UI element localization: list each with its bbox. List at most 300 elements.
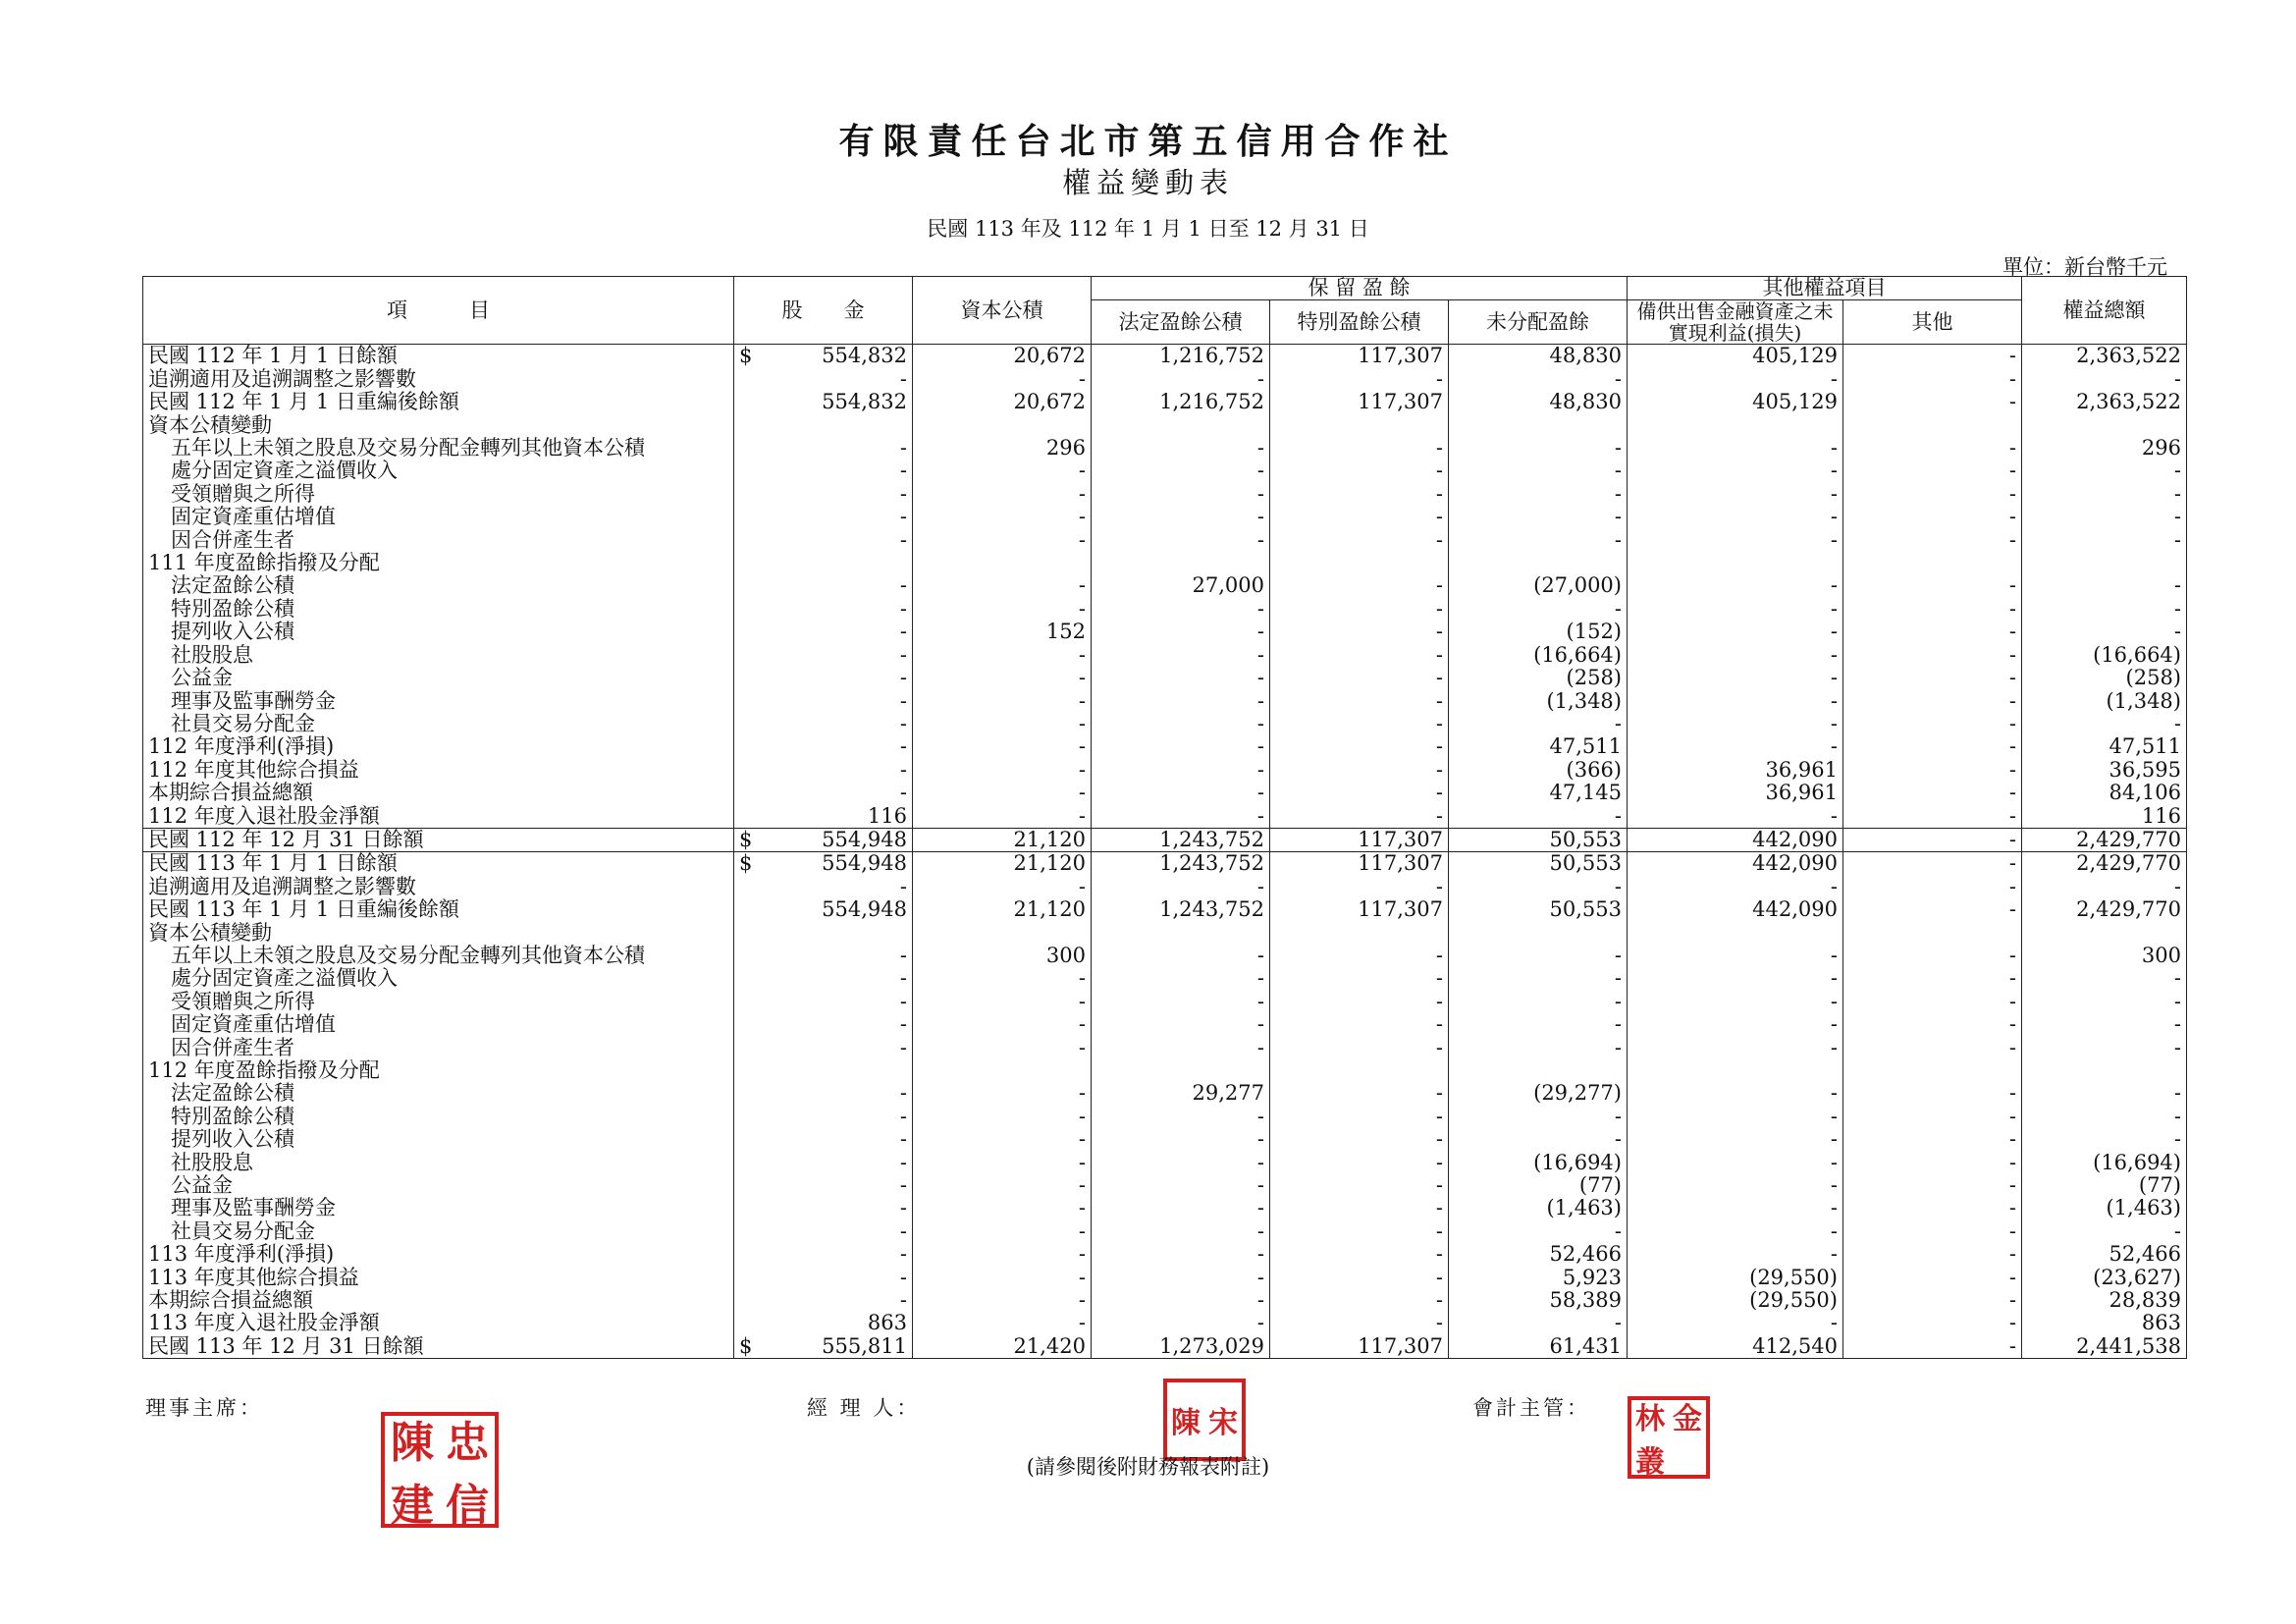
cell-value: - xyxy=(1092,1267,1270,1289)
cell-value: - xyxy=(1449,1013,1628,1036)
table-row xyxy=(143,1220,2187,1243)
table-row xyxy=(143,483,2187,506)
seal-glyph: 宋 xyxy=(1208,1406,1238,1440)
cell-value: 405,129 xyxy=(1628,391,1843,413)
cell-value: 50,553 xyxy=(1449,828,1628,851)
cell-value: - xyxy=(734,460,913,482)
cell-value: 1,216,752 xyxy=(1092,391,1270,413)
cell-value: - xyxy=(1092,876,1270,898)
table-row xyxy=(143,759,2187,782)
cell-value: - xyxy=(1628,945,1843,967)
row-label: 民國 113 年 1 月 1 日餘額 xyxy=(143,852,734,876)
cell-value: - xyxy=(1628,1013,1843,1036)
row-label: 特別盈餘公積 xyxy=(143,598,734,621)
cell-value xyxy=(1843,552,2022,574)
cell-value: - xyxy=(913,735,1092,758)
cell-value: 554,832 xyxy=(734,391,913,413)
cell-value: 1,273,029 xyxy=(1092,1335,1270,1359)
document-title: 有限責任台北市第五信用合作社 xyxy=(838,121,1458,162)
table-row xyxy=(143,506,2187,528)
cell-value: - xyxy=(1843,991,2022,1013)
row-label: 112 年度入退社股金淨額 xyxy=(143,805,734,829)
cell-value: 36,595 xyxy=(2022,759,2187,782)
cell-value: - xyxy=(1092,437,1270,460)
row-label: 112 年度盈餘指撥及分配 xyxy=(143,1059,734,1082)
cell-value: - xyxy=(2022,1037,2187,1059)
cell-value: 21,420 xyxy=(913,1335,1092,1359)
cell-value: - xyxy=(1628,735,1843,758)
row-label: 民國 113 年 1 月 1 日重編後餘額 xyxy=(143,898,734,921)
row-label: 受領贈與之所得 xyxy=(143,991,734,1013)
cell-value: - xyxy=(1449,945,1628,967)
cell-value: 27,000 xyxy=(1092,574,1270,597)
cell-value: - xyxy=(913,460,1092,482)
cell-value: - xyxy=(734,644,913,667)
accountant-signature-label: 會計主管： xyxy=(1472,1396,1590,1420)
cell-value: - xyxy=(913,876,1092,898)
cell-value: - xyxy=(1270,1082,1449,1105)
cell-value: - xyxy=(734,759,913,782)
reporting-period: 民國 113 年及 112 年 1 月 1 日至 12 月 31 日 xyxy=(927,217,1369,241)
cell-value: - xyxy=(1270,1243,1449,1266)
row-label: 因合併產生者 xyxy=(143,529,734,552)
cell-value: - xyxy=(734,1289,913,1312)
table-row xyxy=(143,945,2187,967)
row-label: 提列收入公積 xyxy=(143,1128,734,1151)
cell-value: - xyxy=(1092,1013,1270,1036)
cell-value xyxy=(1449,414,1628,437)
cell-value: - xyxy=(1628,1152,1843,1174)
cell-value: 36,961 xyxy=(1628,782,1843,804)
cell-value: - xyxy=(913,1312,1092,1334)
cell-value: 442,090 xyxy=(1628,852,1843,876)
cell-value xyxy=(1092,1059,1270,1082)
cell-value: - xyxy=(2022,506,2187,528)
table-row xyxy=(143,1197,2187,1219)
row-label: 民國 112 年 1 月 1 日餘額 xyxy=(143,345,734,368)
cell-value xyxy=(913,414,1092,437)
cell-value: 412,540 xyxy=(1628,1335,1843,1359)
cell-value: (1,463) xyxy=(2022,1197,2187,1219)
cell-value: - xyxy=(1843,1289,2022,1312)
cell-value: (16,694) xyxy=(1449,1152,1628,1174)
cell-value: - xyxy=(1843,667,2022,689)
cell-value: 47,511 xyxy=(2022,735,2187,758)
cell-value: - xyxy=(734,1082,913,1105)
cell-value: 2,363,522 xyxy=(2022,345,2187,368)
cell-value: (258) xyxy=(2022,667,2187,689)
cell-value: (29,277) xyxy=(1449,1082,1628,1105)
cell-value: 2,363,522 xyxy=(2022,391,2187,413)
cell-value xyxy=(1843,1059,2022,1082)
row-label: 本期綜合損益總額 xyxy=(143,782,734,804)
cell-value: - xyxy=(1449,967,1628,990)
cell-value: 28,839 xyxy=(2022,1289,2187,1312)
cell-value: - xyxy=(1092,1128,1270,1151)
row-label: 113 年度淨利(淨損) xyxy=(143,1243,734,1266)
cell-value: 52,466 xyxy=(1449,1243,1628,1266)
cell-value: - xyxy=(1628,483,1843,506)
table-row xyxy=(143,852,2187,876)
table-row xyxy=(143,1037,2187,1059)
cell-value: - xyxy=(734,368,913,391)
cell-value: (16,664) xyxy=(2022,644,2187,667)
currency-unit: 單位：新台幣千元 xyxy=(2002,255,2167,279)
cell-value: - xyxy=(1449,991,1628,1013)
cell-value: - xyxy=(1843,1174,2022,1197)
cell-value: - xyxy=(1270,1312,1449,1334)
cell-value xyxy=(1628,922,1843,945)
cell-value: 117,307 xyxy=(1270,1335,1449,1359)
cell-value: - xyxy=(2022,1082,2187,1105)
cell-value: - xyxy=(1092,667,1270,689)
cell-value: - xyxy=(1628,460,1843,482)
cell-value: - xyxy=(1270,690,1449,713)
table-row xyxy=(143,1174,2187,1197)
row-label: 處分固定資產之溢價收入 xyxy=(143,967,734,990)
cell-value: - xyxy=(1628,1128,1843,1151)
cell-value: (366) xyxy=(1449,759,1628,782)
cell-value: - xyxy=(1843,1082,2022,1105)
cell-value: - xyxy=(734,506,913,528)
footnote-reference: (請參閱後附財務報表附註) xyxy=(1026,1455,1270,1479)
cell-value: - xyxy=(734,1174,913,1197)
cell-value: - xyxy=(2022,1128,2187,1151)
cell-value: 863 xyxy=(734,1312,913,1334)
cell-value: - xyxy=(734,1106,913,1128)
row-label: 法定盈餘公積 xyxy=(143,574,734,597)
row-label: 社員交易分配金 xyxy=(143,713,734,735)
cell-value: - xyxy=(1449,1220,1628,1243)
cell-value: - xyxy=(1843,713,2022,735)
cell-value: - xyxy=(913,991,1092,1013)
cell-value: - xyxy=(1628,967,1843,990)
cell-value: - xyxy=(734,713,913,735)
cell-value: - xyxy=(734,529,913,552)
seal-glyph: 信 xyxy=(446,1481,489,1531)
cell-value: 50,553 xyxy=(1449,852,1628,876)
cell-value: - xyxy=(913,1174,1092,1197)
seal-glyph: 陳 xyxy=(1171,1406,1201,1440)
table-row xyxy=(143,735,2187,758)
cell-value: 117,307 xyxy=(1270,898,1449,921)
cell-value: - xyxy=(2022,1220,2187,1243)
cell-value: - xyxy=(1092,460,1270,482)
cell-value: - xyxy=(1628,713,1843,735)
cell-value: - xyxy=(734,1197,913,1219)
cell-value: (1,348) xyxy=(2022,690,2187,713)
cell-value: 152 xyxy=(913,621,1092,643)
cell-value: - xyxy=(1092,1220,1270,1243)
cell-value: - xyxy=(1843,391,2022,413)
row-label: 固定資產重估增值 xyxy=(143,1013,734,1036)
cell-value: - xyxy=(734,991,913,1013)
cell-value: - xyxy=(1092,782,1270,804)
cell-value: - xyxy=(1843,805,2022,829)
cell-value: - xyxy=(1270,621,1449,643)
row-label: 民國 112 年 12 月 31 日餘額 xyxy=(143,828,734,851)
cell-value: - xyxy=(1270,598,1449,621)
table-row xyxy=(143,1335,2187,1359)
cell-value: - xyxy=(1092,759,1270,782)
cell-value: - xyxy=(1628,1312,1843,1334)
cell-value: - xyxy=(1092,1037,1270,1059)
row-label: 社股股息 xyxy=(143,644,734,667)
cell-value: - xyxy=(1270,1128,1449,1151)
header-capital-surplus: 資本公積 xyxy=(913,277,1092,345)
cell-value: - xyxy=(913,1197,1092,1219)
row-label: 理事及監事酬勞金 xyxy=(143,1197,734,1219)
cell-value: $ 555,811 xyxy=(734,1335,913,1359)
cell-value: - xyxy=(1843,898,2022,921)
cell-value: 1,243,752 xyxy=(1092,828,1270,851)
cell-value: 117,307 xyxy=(1270,345,1449,368)
cell-value: - xyxy=(1092,368,1270,391)
cell-value: - xyxy=(1628,805,1843,829)
cell-value: - xyxy=(1843,1152,2022,1174)
cell-value: - xyxy=(1449,1312,1628,1334)
manager-signature-label: 經 理 人： xyxy=(807,1396,921,1420)
cell-value: - xyxy=(1092,805,1270,829)
cell-value: - xyxy=(1843,967,2022,990)
cell-value: 1,216,752 xyxy=(1092,345,1270,368)
statement-rows xyxy=(143,345,2187,1359)
cell-value: - xyxy=(1092,483,1270,506)
cell-value: - xyxy=(734,437,913,460)
cell-value: - xyxy=(913,368,1092,391)
table-row xyxy=(143,1013,2187,1036)
cell-value xyxy=(734,1059,913,1082)
cell-value: - xyxy=(1092,598,1270,621)
cell-value: 47,511 xyxy=(1449,735,1628,758)
cell-value: - xyxy=(734,945,913,967)
cell-value: - xyxy=(1843,735,2022,758)
cell-value: - xyxy=(913,1106,1092,1128)
table-row xyxy=(143,991,2187,1013)
cell-value: - xyxy=(2022,876,2187,898)
row-label: 社員交易分配金 xyxy=(143,1220,734,1243)
cell-value: - xyxy=(1270,1174,1449,1197)
cell-value: - xyxy=(1843,1220,2022,1243)
table-row xyxy=(143,782,2187,804)
header-unappropriated: 未分配盈餘 xyxy=(1449,300,1628,345)
cell-value: - xyxy=(2022,460,2187,482)
table-row xyxy=(143,922,2187,945)
cell-value: (29,550) xyxy=(1628,1267,1843,1289)
seal-glyph: 金 xyxy=(1673,1402,1702,1436)
cell-value: (23,627) xyxy=(2022,1267,2187,1289)
cell-value: - xyxy=(913,506,1092,528)
cell-value: - xyxy=(1270,1013,1449,1036)
cell-value: 47,145 xyxy=(1449,782,1628,804)
cell-value: - xyxy=(734,782,913,804)
cell-value: - xyxy=(913,1013,1092,1036)
table-row xyxy=(143,1267,2187,1289)
cell-value xyxy=(1628,414,1843,437)
header-share-capital: 股 金 xyxy=(734,277,913,345)
cell-value: - xyxy=(1628,621,1843,643)
cell-value xyxy=(1092,922,1270,945)
seal-glyph: 叢 xyxy=(1635,1445,1665,1480)
cell-value: 36,961 xyxy=(1628,759,1843,782)
cell-value: - xyxy=(1843,598,2022,621)
cell-value: 300 xyxy=(2022,945,2187,967)
cell-value: 21,120 xyxy=(913,852,1092,876)
cell-value: 29,277 xyxy=(1092,1082,1270,1105)
cell-value: 48,830 xyxy=(1449,345,1628,368)
cell-value: - xyxy=(1449,876,1628,898)
cell-value xyxy=(734,552,913,574)
row-label: 資本公積變動 xyxy=(143,922,734,945)
row-label: 理事及監事酬勞金 xyxy=(143,690,734,713)
table-row xyxy=(143,1289,2187,1312)
cell-value: - xyxy=(1270,667,1449,689)
cell-value: - xyxy=(2022,967,2187,990)
cell-value: - xyxy=(1092,644,1270,667)
cell-value: - xyxy=(913,1128,1092,1151)
cell-value xyxy=(1092,552,1270,574)
cell-value xyxy=(1270,922,1449,945)
cell-value: - xyxy=(1843,759,2022,782)
cell-value xyxy=(1092,414,1270,437)
cell-value: - xyxy=(1092,991,1270,1013)
table-row xyxy=(143,460,2187,482)
cell-value: - xyxy=(1270,782,1449,804)
cell-value: - xyxy=(1843,1128,2022,1151)
cell-value: - xyxy=(1449,1037,1628,1059)
cell-value: - xyxy=(1270,1152,1449,1174)
cell-value: - xyxy=(1843,529,2022,552)
table-row xyxy=(143,345,2187,368)
cell-value: - xyxy=(1843,852,2022,876)
cell-value: - xyxy=(2022,991,2187,1013)
cell-value: - xyxy=(1843,574,2022,597)
row-label: 社股股息 xyxy=(143,1152,734,1174)
row-label: 民國 112 年 1 月 1 日重編後餘額 xyxy=(143,391,734,413)
cell-value: - xyxy=(1092,1312,1270,1334)
cell-value xyxy=(2022,1059,2187,1082)
cell-value: - xyxy=(1270,991,1449,1013)
row-label: 112 年度淨利(淨損) xyxy=(143,735,734,758)
cell-value: - xyxy=(734,667,913,689)
cell-value: - xyxy=(1843,828,2022,851)
cell-value: - xyxy=(2022,621,2187,643)
cell-value: 116 xyxy=(2022,805,2187,829)
cell-value: - xyxy=(1843,782,2022,804)
table-row xyxy=(143,1059,2187,1082)
cell-value: - xyxy=(734,967,913,990)
cell-value: - xyxy=(734,690,913,713)
cell-value xyxy=(913,552,1092,574)
cell-value: - xyxy=(1449,805,1628,829)
table-row xyxy=(143,574,2187,597)
cell-value: (258) xyxy=(1449,667,1628,689)
cell-value: - xyxy=(734,574,913,597)
cell-value: - xyxy=(1628,598,1843,621)
cell-value: - xyxy=(734,1267,913,1289)
cell-value: - xyxy=(1270,1106,1449,1128)
cell-value: - xyxy=(1270,1220,1449,1243)
cell-value: - xyxy=(1270,644,1449,667)
cell-value: - xyxy=(1628,1106,1843,1128)
row-label: 113 年度其他綜合損益 xyxy=(143,1267,734,1289)
cell-value: - xyxy=(1449,368,1628,391)
manager-seal-stamp xyxy=(1163,1379,1246,1461)
cell-value: - xyxy=(1843,1243,2022,1266)
cell-value: - xyxy=(1092,529,1270,552)
row-label: 提列收入公積 xyxy=(143,621,734,643)
cell-value: - xyxy=(1628,1197,1843,1219)
table-row xyxy=(143,391,2187,413)
cell-value: - xyxy=(1449,506,1628,528)
cell-value: - xyxy=(913,1289,1092,1312)
cell-value: - xyxy=(1843,506,2022,528)
cell-value: - xyxy=(1843,345,2022,368)
cell-value: - xyxy=(913,967,1092,990)
cell-value: - xyxy=(1628,991,1843,1013)
cell-value: - xyxy=(1270,460,1449,482)
cell-value: - xyxy=(1092,1152,1270,1174)
cell-value xyxy=(913,922,1092,945)
cell-value xyxy=(1628,552,1843,574)
cell-value: - xyxy=(913,598,1092,621)
cell-value: - xyxy=(1270,1197,1449,1219)
cell-value: 52,466 xyxy=(2022,1243,2187,1266)
table-row xyxy=(143,1082,2187,1105)
cell-value: (16,664) xyxy=(1449,644,1628,667)
cell-value: 117,307 xyxy=(1270,852,1449,876)
table-row xyxy=(143,1243,2187,1266)
table-row xyxy=(143,667,2187,689)
cell-value: (77) xyxy=(1449,1174,1628,1197)
seal-glyph: 陳 xyxy=(391,1418,434,1468)
cell-value: 2,429,770 xyxy=(2022,852,2187,876)
cell-value: - xyxy=(1092,621,1270,643)
table-row xyxy=(143,1128,2187,1151)
table-row xyxy=(143,368,2187,391)
cell-value: 48,830 xyxy=(1449,391,1628,413)
cell-value: - xyxy=(1843,437,2022,460)
cell-value: - xyxy=(1270,368,1449,391)
cell-value: 442,090 xyxy=(1628,828,1843,851)
cell-value: - xyxy=(1628,1220,1843,1243)
table-row xyxy=(143,598,2187,621)
header-special-reserve: 特別盈餘公積 xyxy=(1270,300,1449,345)
cell-value: 863 xyxy=(2022,1312,2187,1334)
table-row xyxy=(143,1106,2187,1128)
cell-value xyxy=(1449,922,1628,945)
header-total-equity: 權益總額 xyxy=(2022,277,2187,345)
cell-value xyxy=(1843,414,2022,437)
row-label: 民國 113 年 12 月 31 日餘額 xyxy=(143,1335,734,1359)
cell-value: - xyxy=(913,529,1092,552)
cell-value: $ 554,948 xyxy=(734,828,913,851)
cell-value: - xyxy=(913,690,1092,713)
seal-glyph: 忠 xyxy=(446,1418,489,1468)
row-label: 固定資產重估增值 xyxy=(143,506,734,528)
table-row xyxy=(143,1152,2187,1174)
cell-value: - xyxy=(1628,368,1843,391)
cell-value: - xyxy=(1270,483,1449,506)
cell-value xyxy=(734,414,913,437)
cell-value: 554,948 xyxy=(734,898,913,921)
cell-value: 58,389 xyxy=(1449,1289,1628,1312)
cell-value: - xyxy=(1270,967,1449,990)
cell-value: - xyxy=(1270,805,1449,829)
cell-value xyxy=(2022,414,2187,437)
cell-value: - xyxy=(734,1243,913,1266)
cell-value: - xyxy=(913,1220,1092,1243)
